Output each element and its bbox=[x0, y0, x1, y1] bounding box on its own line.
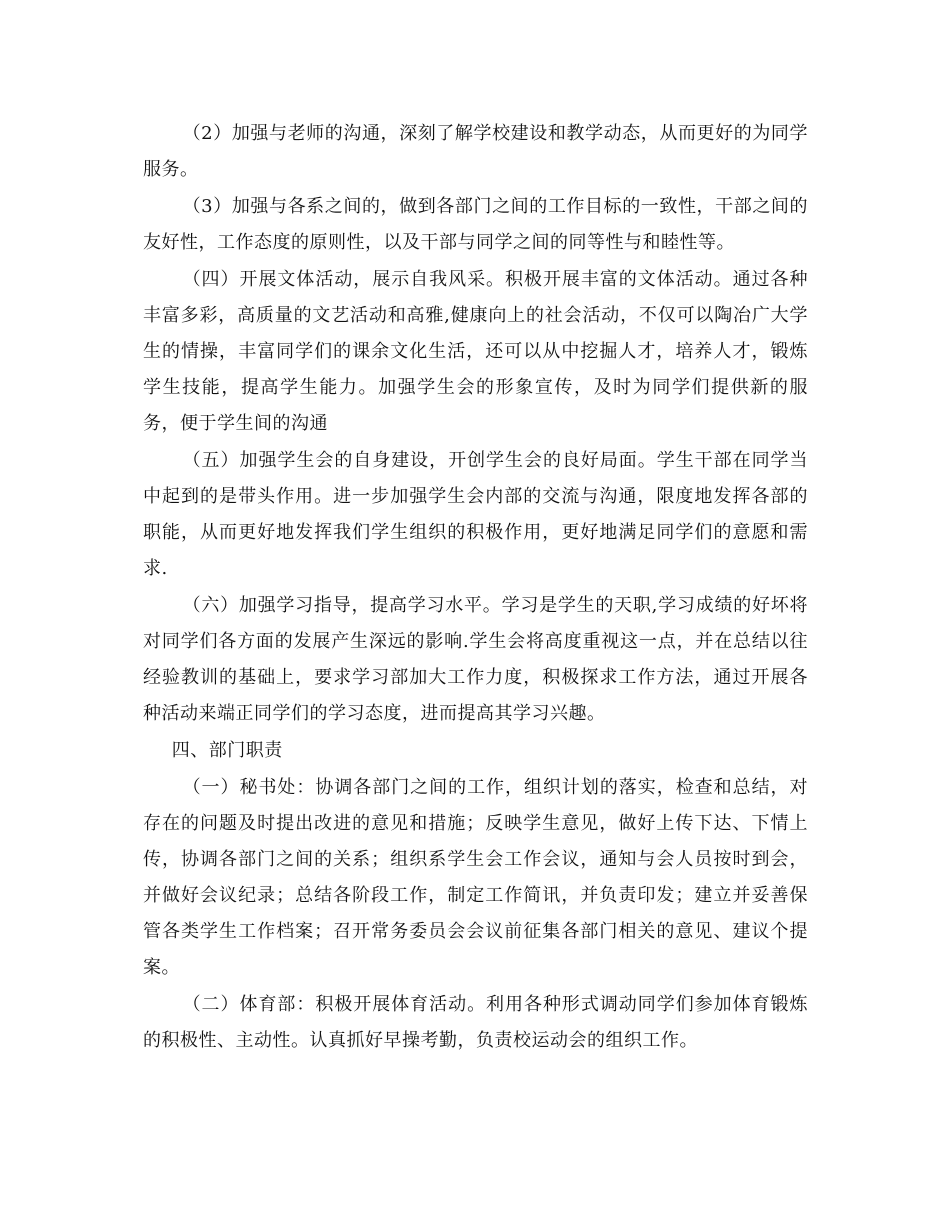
paragraph-secretariat: （一）秘书处：协调各部门之间的工作，组织计划的落实，检查和总结，对存在的问题及时提出改进的意见和措施；反映学生意见，做好上传下达、下情上传，协调各部门之间的关系；组织系学生会工作会议，通知与会人员按时到会，并做好会议纪录；总结各阶段工作，制定工作简讯，并负责印发；建立并妥善保管各类学生工作档案；召开常务委员会会议前征集各部门相关的意见、建议个提案。 bbox=[143, 777, 808, 978]
paragraph-department-coordination: （3）加强与各系之间的，做到各部门之间的工作目标的一致性，干部之间的友好性，工作态度的原则性，以及干部与同学之间的同等性与和睦性等。 bbox=[143, 196, 808, 253]
paragraph-cultural-activities: （四）开展文体活动，展示自我风采。积极开展丰富的文体活动。通过各种丰富多彩，高质量的文艺活动和高雅,健康向上的社会活动，不仅可以陶冶广大学生的情操，丰富同学们的课余文化生活，还可以从中挖掘人才，培养人才，锻炼学生技能，提高学生能力。加强学生会的形象宣传，及时为同学们提供新的服务，便于学生间的沟通 bbox=[143, 269, 808, 434]
section-heading-department-duties: 四、部门职责 bbox=[171, 740, 283, 761]
document-body bbox=[143, 116, 808, 1060]
paragraph-communication-teachers: （2）加强与老师的沟通，深刻了解学校建设和教学动态，从而更好的为同学服务。 bbox=[143, 123, 808, 180]
paragraph-study-guidance: （六）加强学习指导，提高学习水平。学习是学生的天职,学习成绩的好坏将对同学们各方面的发展产生深远的影响.学生会将高度重视这一点，并在总结以往经验教训的基础上，要求学习部加大工作力度，积极探求工作方法，通过开展各种活动来端正同学们的学习态度，进而提高其学习兴趣。 bbox=[143, 595, 808, 724]
paragraph-self-building: （五）加强学生会的自身建设，开创学生会的良好局面。学生干部在同学当中起到的是带头作用。进一步加强学生会内部的交流与沟通，限度地发挥各部的职能，从而更好地发挥我们学生组织的积极作用，更好地满足同学们的意愿和需求. bbox=[143, 450, 808, 579]
paragraph-sports-department: （二）体育部：积极开展体育活动。利用各种形式调动同学们参加体育锻炼的积极性、主动性。认真抓好早操考勤，负责校运动会的组织工作。 bbox=[143, 994, 808, 1051]
